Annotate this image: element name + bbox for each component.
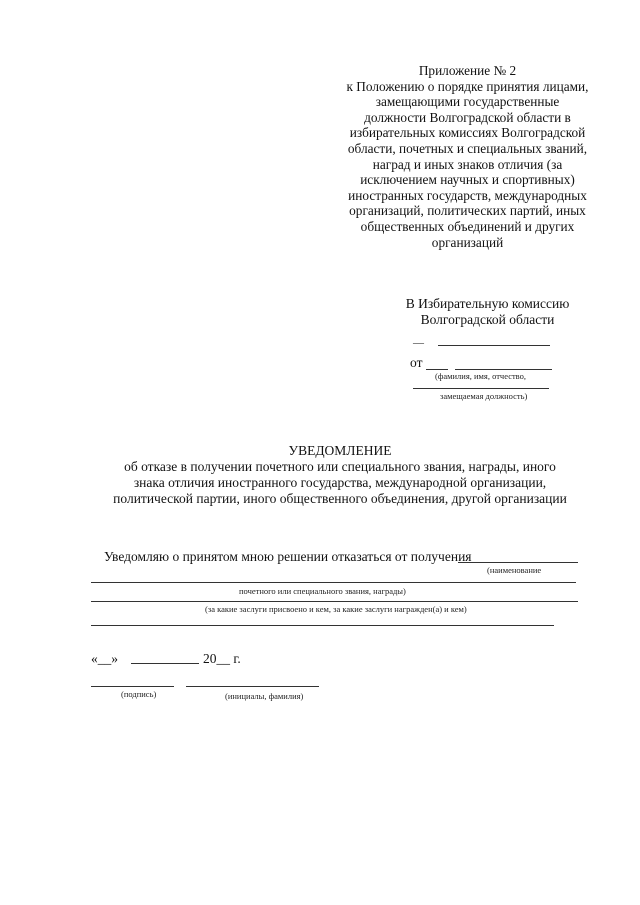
caption-initials: (инициалы, фамилия) [225,691,304,701]
notice-title-block [90,443,590,507]
appendix-line: должности Волгоградской области в [364,109,571,125]
from-label: от [410,355,423,370]
appendix-line: области, почетных и специальных званий, [347,140,588,156]
appendix-line: избирательных комиссиях Волгоградской [349,125,586,141]
appendix-line: организаций, политических партий, иных [349,203,586,219]
statement-text: Уведомляю о принятом мною решении отказаться от получения [104,549,472,564]
caption-position: замещаемая должность) [440,391,528,401]
date-month-blank-line[interactable] [131,663,199,664]
appendix-line: к Положению о порядке принятия лицами, [346,78,589,94]
appendix-line: общественных объединений и других [360,218,575,234]
award-name-blank-line-1[interactable] [458,562,578,563]
addressee-line-1: В Избирательную комиссию [405,296,570,311]
appendix-line: замещающими государственные [375,94,560,110]
addressee-blank-line-1[interactable] [438,345,550,346]
award-name-blank-line-2[interactable] [91,582,576,583]
notice-title: УВЕДОМЛЕНИЕ [288,443,392,458]
date-day: «__» [91,651,118,666]
from-blank-line-b[interactable] [455,369,552,370]
from-blank-line-a[interactable] [426,369,448,370]
notice-subtitle-line: об отказе в получении почетного или специального звания, награды, иного [124,459,556,474]
appendix-line: исключением научных и спортивных) [360,172,575,188]
position-blank-line[interactable] [413,388,549,389]
merit-blank-line-1[interactable] [91,601,578,602]
addressee-block [390,296,585,328]
appendix-header [340,63,595,250]
caption-fio: (фамилия, имя, отчество, [435,371,527,381]
notice-subtitle-line: знака отличия иностранного государства, международной организации, [133,475,547,490]
signature-blank-line[interactable] [91,686,174,687]
appendix-line: иностранных государств, международных [348,187,587,203]
addressee-dash: — [413,337,424,349]
caption-merit: (за какие заслуги присвоено и кем, за какие заслуги награжден(а) и кем) [205,604,467,614]
appendix-line: организаций [431,234,504,250]
caption-award: почетного или специального звания, награды) [239,586,406,596]
date-year: 20__ г. [203,651,241,666]
initials-blank-line[interactable] [186,686,319,687]
notice-subtitle-line: политической партии, иного общественного объединения, другой организации [113,491,567,506]
addressee-line-2: Волгоградской области [420,312,555,327]
caption-signature: (подпись) [121,689,157,699]
merit-blank-line-2[interactable] [91,625,554,626]
appendix-line: Приложение № 2 [418,63,517,78]
caption-name: (наименование [487,565,542,575]
appendix-line: наград и иных знаков отличия (за [372,156,563,172]
